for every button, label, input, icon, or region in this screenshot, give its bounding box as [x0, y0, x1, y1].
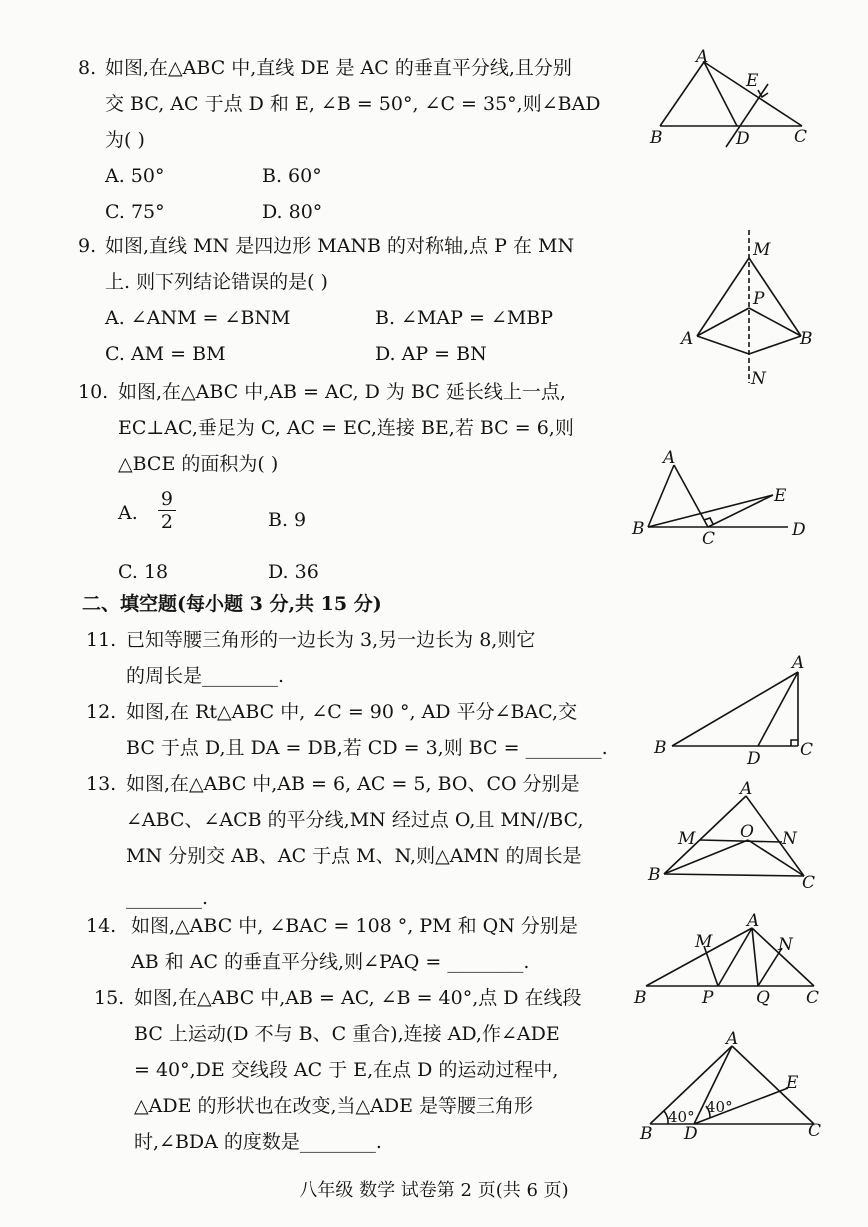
label-A: A	[792, 653, 805, 673]
label-N: N	[751, 369, 766, 389]
question-10	[78, 374, 574, 590]
option-d: D. 36	[268, 561, 319, 583]
question-text: 如图,在△ABC 中,AB = AC, D 为 BC 延长线上一点,	[118, 381, 566, 403]
option-a-prefix: A.	[118, 501, 138, 524]
label-P: P	[753, 289, 765, 309]
label-C: C	[806, 988, 820, 1008]
label-B: B	[634, 988, 647, 1008]
figure-q12	[650, 650, 830, 768]
option-c: C. 75°	[105, 201, 165, 223]
question-text: = 40°,DE 交线段 AC 于 E,在点 D 的运动过程中,	[134, 1059, 559, 1081]
label-P: P	[702, 988, 714, 1008]
numerator: 9	[158, 488, 176, 511]
question-text: BC 上运动(D 不与 B、C 重合),连接 AD,作∠ADE	[134, 1023, 560, 1045]
question-9	[78, 228, 574, 372]
question-number: 15.	[94, 987, 125, 1009]
label-M: M	[753, 240, 771, 260]
question-text: 时,∠BDA 的度数是________.	[134, 1131, 382, 1153]
question-text: ∠ABC、∠ACB 的平分线,MN 经过点 O,且 MN//BC,	[126, 809, 584, 831]
section-heading: 二、填空题(每小题 3 分,共 15 分)	[82, 593, 382, 615]
question-text: 的周长是________.	[126, 665, 285, 687]
label-C: C	[702, 529, 716, 549]
label-A: A	[696, 47, 709, 67]
angle-label-D: 40°	[706, 1098, 733, 1116]
question-text: 交 BC, AC 于点 D 和 E, ∠B = 50°, ∠C = 35°,则∠BAD	[105, 93, 601, 115]
label-A: A	[681, 329, 694, 349]
option-a: A. ∠ANM = ∠BNM	[105, 307, 291, 329]
label-D: D	[684, 1124, 698, 1144]
label-B: B	[650, 128, 663, 148]
question-number: 12.	[86, 701, 117, 723]
label-A: A	[747, 911, 760, 931]
question-11	[86, 622, 535, 694]
label-E: E	[774, 486, 787, 506]
label-B: B	[632, 519, 645, 539]
option-b: B. ∠MAP = ∠MBP	[375, 307, 554, 329]
question-text: 如图,在△ABC 中,AB = 6, AC = 5, BO、CO 分别是	[126, 773, 580, 795]
question-text: EC⊥AC,垂足为 C, AC = EC,连接 BE,若 BC = 6,则	[118, 417, 574, 439]
figure-q13	[642, 776, 827, 892]
option-b: B. 9	[268, 509, 307, 531]
figure-q8	[640, 47, 820, 160]
option-a	[118, 488, 176, 533]
label-B: B	[640, 1124, 653, 1144]
label-A: A	[726, 1029, 739, 1049]
question-number: 14.	[86, 915, 117, 937]
question-15	[94, 980, 582, 1160]
option-d: D. 80°	[262, 201, 323, 223]
figure-q15	[634, 1029, 829, 1150]
question-text: MN 分别交 AB、AC 于点 M、N,则△AMN 的周长是	[126, 845, 582, 867]
figure-q14	[632, 908, 827, 1008]
label-D: D	[792, 520, 806, 540]
label-M: M	[678, 829, 696, 849]
label-A: A	[663, 448, 676, 468]
label-M: M	[695, 932, 713, 952]
question-12	[86, 694, 608, 766]
question-text: 如图,直线 MN 是四边形 MANB 的对称轴,点 P 在 MN	[105, 235, 575, 257]
label-N: N	[782, 829, 797, 849]
option-c: C. 18	[118, 561, 169, 583]
question-text: 上. 则下列结论错误的是( )	[105, 271, 328, 293]
question-text: △BCE 的面积为( )	[118, 453, 279, 475]
label-D: D	[736, 129, 750, 149]
question-text: AB 和 AC 的垂直平分线,则∠PAQ = ________.	[131, 951, 530, 973]
label-E: E	[746, 71, 759, 91]
label-E: E	[786, 1073, 799, 1093]
label-O: O	[740, 822, 754, 842]
question-8	[78, 50, 601, 230]
option-d: D. AP = BN	[375, 343, 487, 365]
question-text: ________.	[126, 887, 209, 909]
question-text: 已知等腰三角形的一边长为 3,另一边长为 8,则它	[126, 629, 536, 651]
label-B: B	[648, 865, 661, 885]
question-text: 如图,△ABC 中, ∠BAC = 108 °, PM 和 QN 分别是	[131, 915, 578, 937]
figure-q9	[675, 228, 825, 393]
question-text: 为( )	[105, 129, 145, 151]
label-C: C	[800, 740, 814, 760]
label-D: D	[747, 749, 761, 769]
option-b: B. 60°	[262, 165, 322, 187]
label-C: C	[794, 127, 808, 147]
label-N: N	[778, 935, 793, 955]
question-text: BC 于点 D,且 DA = DB,若 CD = 3,则 BC = ________.	[126, 737, 608, 759]
page-footer: 八年级 数学 试卷第 2 页(共 6 页)	[299, 1180, 569, 1201]
figure-q10	[628, 445, 818, 549]
option-a: A. 50°	[105, 165, 165, 187]
question-text: 如图,在△ABC 中,直线 DE 是 AC 的垂直平分线,且分别	[105, 57, 572, 79]
label-A: A	[740, 779, 753, 799]
question-text: 如图,在△ABC 中,AB = AC, ∠B = 40°,点 D 在线段	[134, 987, 582, 1009]
angle-label-B: 40°	[668, 1108, 695, 1126]
question-text: △ADE 的形状也在改变,当△ADE 是等腰三角形	[134, 1095, 533, 1117]
label-B: B	[800, 329, 813, 349]
question-number: 8.	[78, 57, 97, 79]
question-number: 10.	[78, 381, 109, 403]
label-Q: Q	[756, 988, 770, 1008]
question-13	[86, 766, 584, 916]
label-C: C	[808, 1121, 822, 1141]
denominator: 2	[160, 511, 173, 533]
option-c: C. AM = BM	[105, 343, 226, 365]
question-number: 9.	[78, 235, 97, 257]
label-B: B	[654, 738, 667, 758]
question-14	[86, 908, 578, 980]
fraction	[158, 488, 176, 533]
question-text: 如图,在 Rt△ABC 中, ∠C = 90 °, AD 平分∠BAC,交	[126, 701, 578, 723]
question-number: 11.	[86, 629, 117, 651]
label-C: C	[802, 873, 816, 893]
question-number: 13.	[86, 773, 117, 795]
